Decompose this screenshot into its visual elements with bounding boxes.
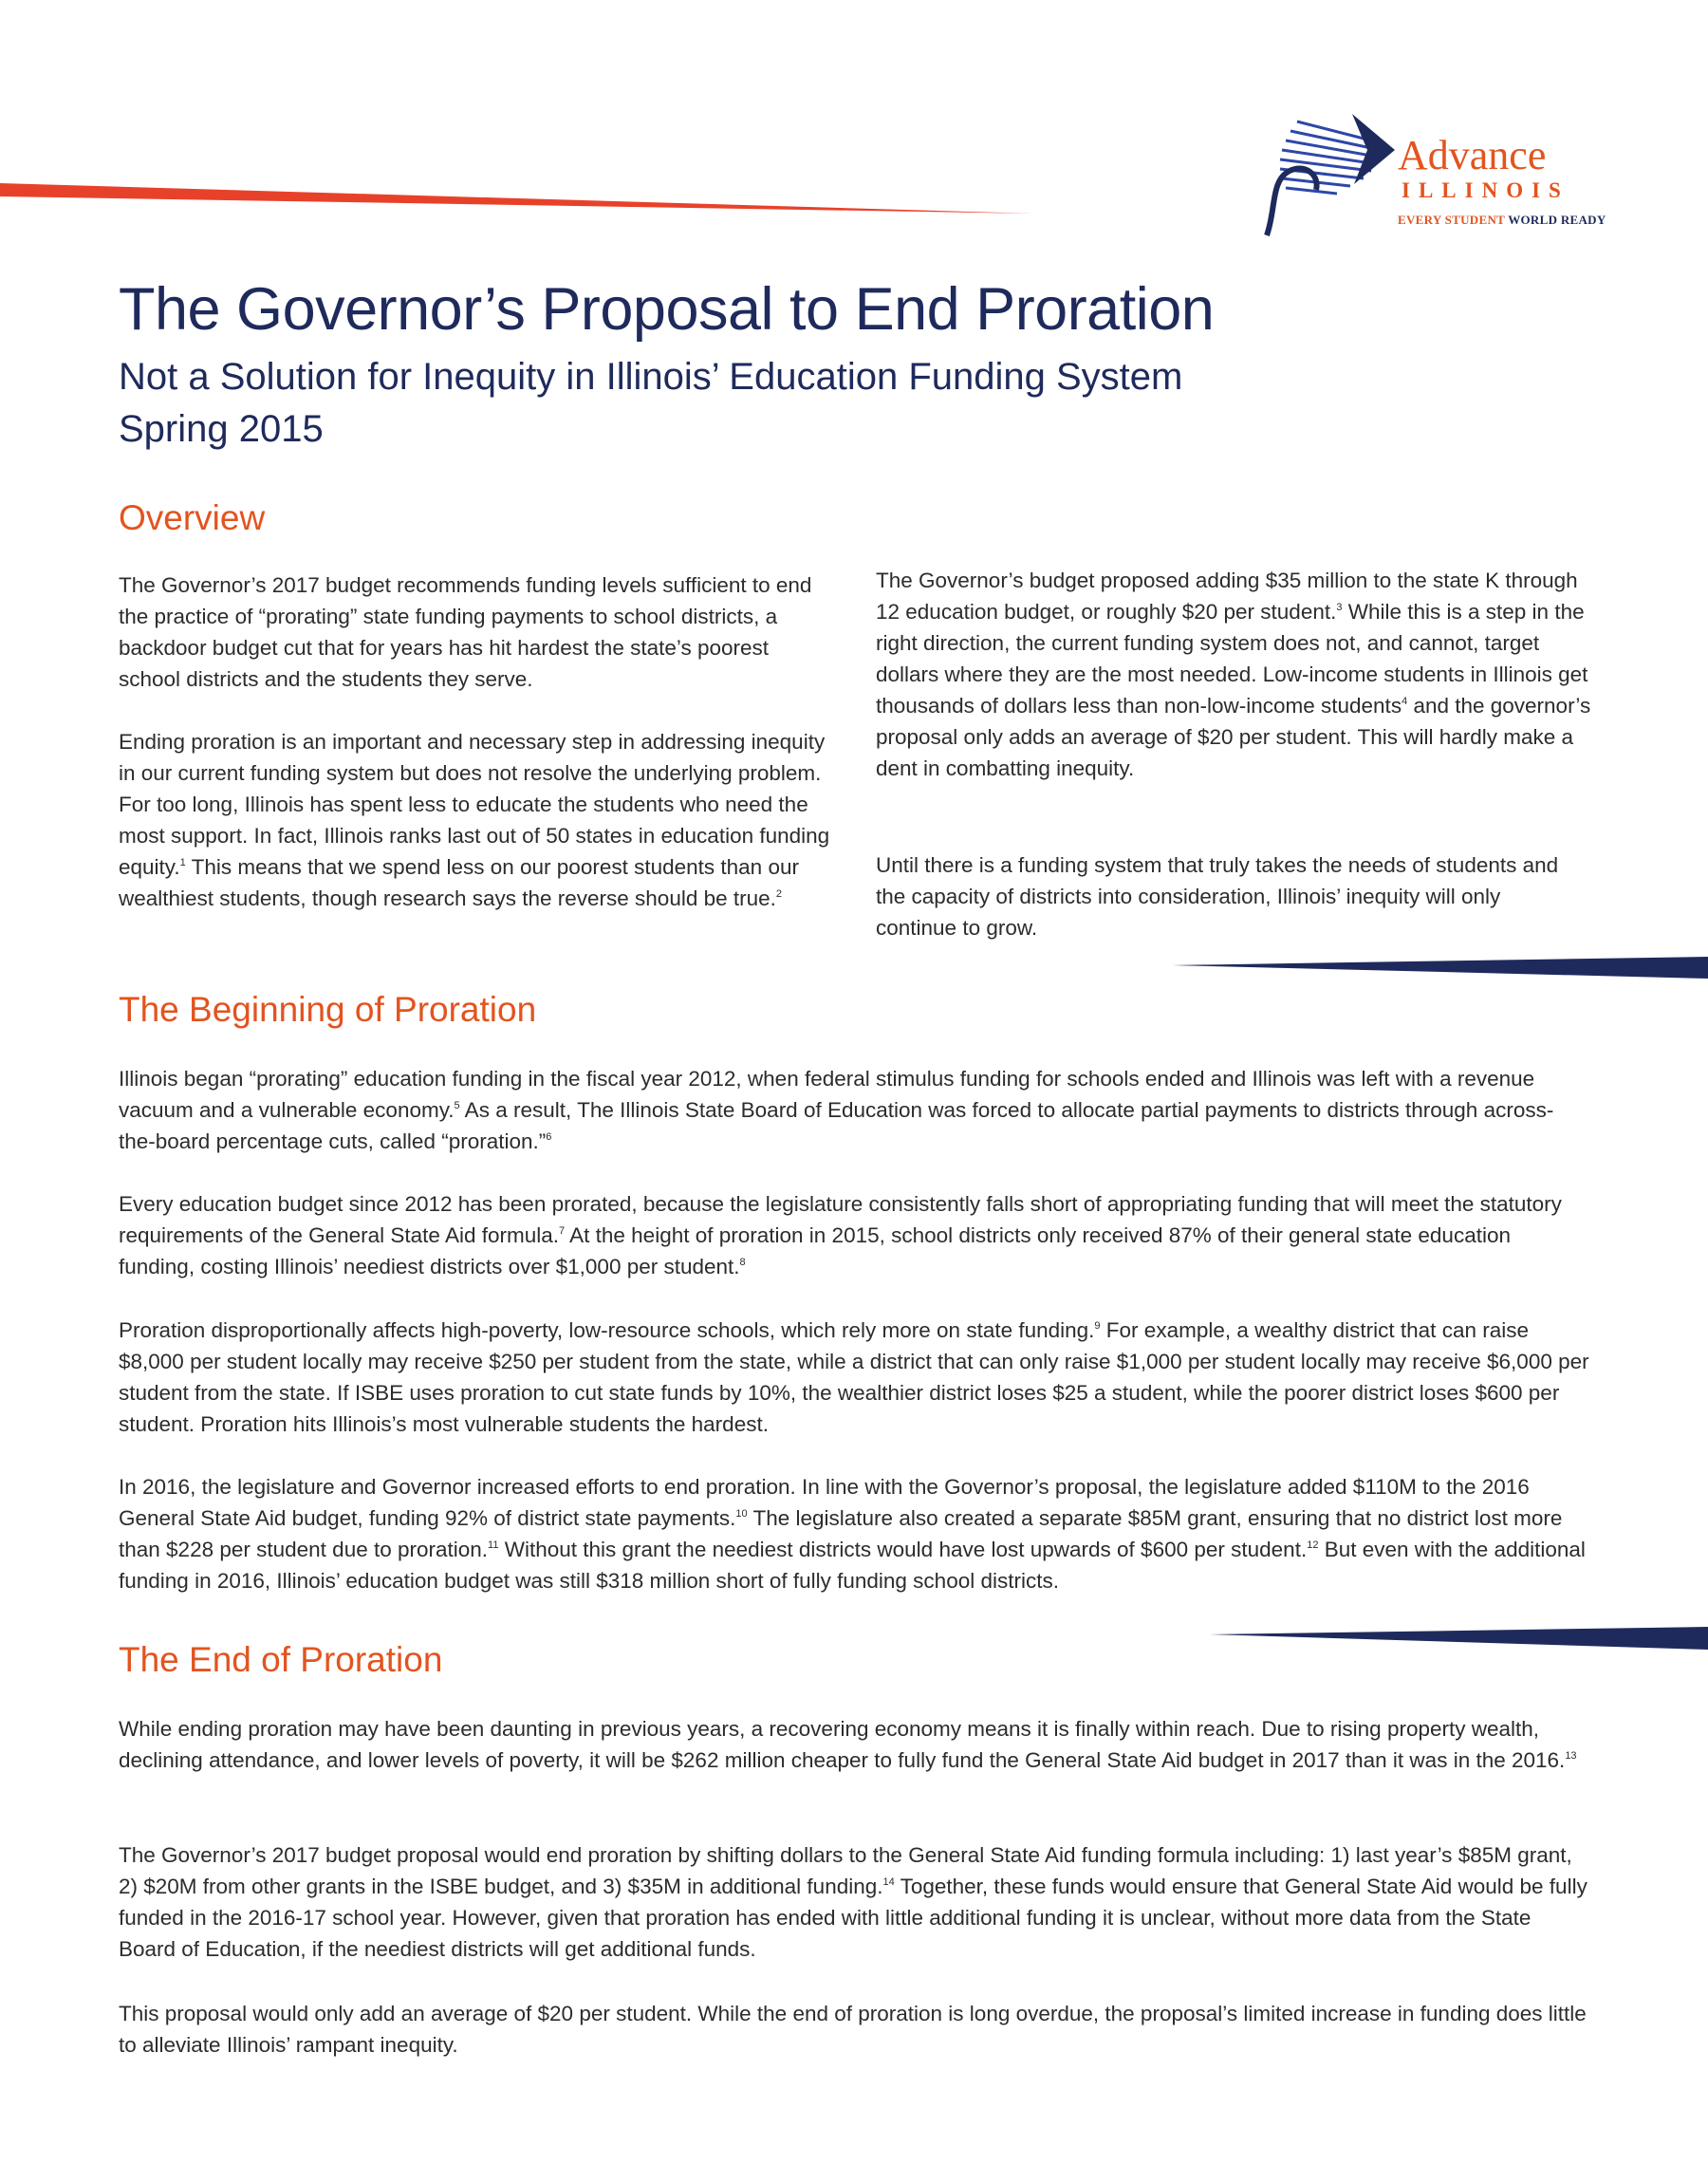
beginning-paragraph-4 [119,1471,1589,1596]
footnote-ref: 6 [546,1131,552,1143]
beginning-heading: The Beginning of Proration [119,990,537,1029]
footnote-ref: 1 [179,857,186,868]
end-p2-text-b: Together, these funds would ensure that General State Aid would be fully funded in the 2016-17 school year. However, given that proration has ended with little additional funding it is unclear, without more data from the State Board of Education, if the neediest districts will get additional funds. [119,1875,1587,1961]
page-subtitle: Not a Solution for Inequity in Illinois’ Education Funding System [119,356,1183,398]
beginning-p4-text-c: Without this grant the neediest districts would have lost upwards of $600 per student. [498,1538,1308,1561]
footnote-ref: 8 [739,1257,746,1268]
overview-right-p1-text-a: The Governor’s budget proposed adding $35 million to the state K through 12 education budget, or roughly $20 per student. [876,569,1578,624]
beginning-p3-text-b: For example, a wealthy district that can raise $8,000 per student locally may receive $250 per student from the state, while a district that can only raise $1,000 per student locally may receive $6,000 per student from the state. If ISBE uses proration to cut state funds by 10%, the wealthier district loses $25 a student, while the poorer district loses $600 per student. Proration hits Illinois’s most vulnerable students the hardest. [119,1318,1589,1436]
orange-accent-stroke [0,176,1044,218]
logo-tagline-b: WORLD READY [1508,213,1606,227]
beginning-p1-text-a: Illinois began “prorating” education funding in the fiscal year 2012, when federal stimulus funding for schools ended and Illinois was left with a revenue vacuum and a vulnerable economy. [119,1067,1535,1122]
beginning-p2-text-b: At the height of proration in 2015, school districts only received 87% of their general state education funding, costing Illinois’ neediest districts over $1,000 per student. [119,1223,1511,1278]
beginning-p4-text-a: In 2016, the legislature and Governor increased efforts to end proration. In line with the Governor’s proposal, the legislature added $110M to the 2016 General State Aid budget, funding 92% of district state payments. [119,1475,1530,1530]
overview-left-paragraph-1: The Governor’s 2017 budget recommends funding levels sufficient to end the practice of “prorating” state funding payments to school districts, a backdoor budget cut that for years has hit hardest the state’s poorest school districts and the students they serve. [119,573,812,691]
footnote-ref: 11 [488,1539,499,1551]
footnote-ref: 4 [1402,696,1408,707]
logo-tagline-a: EVERY STUDENT [1398,213,1509,227]
footnote-ref: 13 [1565,1750,1577,1762]
footnote-ref: 7 [559,1225,566,1237]
footnote-ref: 12 [1307,1539,1319,1551]
overview-heading: Overview [119,498,266,537]
beginning-paragraph-1 [119,1063,1589,1157]
footnote-ref: 9 [1094,1320,1101,1332]
end-p2-text-a: The Governor’s 2017 budget proposal would end proration by shifting dollars to the General State Aid funding formula including: 1) last year’s $85M grant, 2) $20M from other grants in the ISBE budget, and 3) $35M in additional funding. [119,1843,1572,1898]
beginning-p3-text-a: Proration disproportionally affects high-poverty, low-resource schools, which rely more on state funding. [119,1318,1095,1342]
beginning-paragraph-3 [119,1315,1589,1440]
end-paragraph-2 [119,1839,1589,1965]
footnote-ref: 3 [1336,602,1343,613]
end-p1-text-a: While ending proration may have been daunting in previous years, a recovering economy means it is finally within reach. Due to rising property wealth, declining attendance, and lower levels of poverty, it will be $262 million cheaper to fully fund the General State Aid budget in 2017 than it was in the 2016. [119,1717,1566,1772]
overview-left-p2-text-a: Ending proration is an important and necessary step in addressing inequity in our current funding system but does not resolve the underlying problem. For too long, Illinois has spent less to educate the students who need the most support. In fact, Illinois ranks last out of 50 states in education funding equity. [119,730,830,879]
footnote-ref: 10 [735,1508,748,1520]
beginning-paragraph-2 [119,1188,1589,1282]
navy-accent-stroke-2 [1210,1623,1708,1656]
beginning-p1-text-b: As a result, The Illinois State Board of Education was forced to allocate partial payments to districts through across-the-board percentage cuts, called “proration.” [119,1098,1554,1153]
navy-accent-stroke-1 [1172,952,1708,985]
overview-left-p2-text-b: This means that we spend less on our poorest students than our wealthiest students, though research says the reverse should be true. [119,855,799,910]
end-paragraph-1 [119,1713,1589,1776]
footnote-ref: 5 [454,1100,460,1111]
overview-right-p1-text-c: and the governor’s proposal only adds an average of $20 per student. This will hardly make a dent in combatting inequity. [876,694,1591,780]
advance-illinois-logo [1238,104,1608,237]
logo-tagline [1398,213,1606,228]
logo-brand-text: Advance [1398,132,1547,178]
end-heading: The End of Proration [119,1640,443,1679]
overview-left-paragraph-2 [119,726,835,914]
beginning-p4-text-d: But even with the additional funding in 2016, Illinois’ education budget was still $318 million short of fully funding school districts. [119,1538,1586,1593]
page-date: Spring 2015 [119,408,324,450]
overview-right-paragraph-2: Until there is a funding system that truly takes the needs of students and the capacity of districts into consideration, Illinois’ inequity will only continue to grow. [876,853,1559,940]
logo-sub-text: ILLINOIS [1402,178,1569,202]
beginning-p4-text-b: The legislature also created a separate $85M grant, ensuring that no district lost more than $228 per student due to proration. [119,1506,1563,1561]
logo-emblem-icon [1238,104,1400,237]
overview-right-p1-text-b: While this is a step in the right direction, the current funding system does not, and cannot, target dollars where they are the most needed. Low-income students in Illinois get thousands of dollars less than non-low-income students [876,600,1588,718]
beginning-p2-text-a: Every education budget since 2012 has been prorated, because the legislature consistently falls short of appropriating funding that will meet the statutory requirements of the General State Aid formula. [119,1192,1562,1247]
footnote-ref: 2 [775,888,783,900]
overview-right-paragraph-1 [876,565,1592,784]
end-paragraph-3: This proposal would only add an average of $20 per student. While the end of proration is long overdue, the proposal’s limited increase in funding does little to alleviate Illinois’ rampant inequity. [119,2002,1587,2057]
page-title: The Governor’s Proposal to End Proration [119,276,1215,343]
footnote-ref: 14 [882,1876,895,1888]
